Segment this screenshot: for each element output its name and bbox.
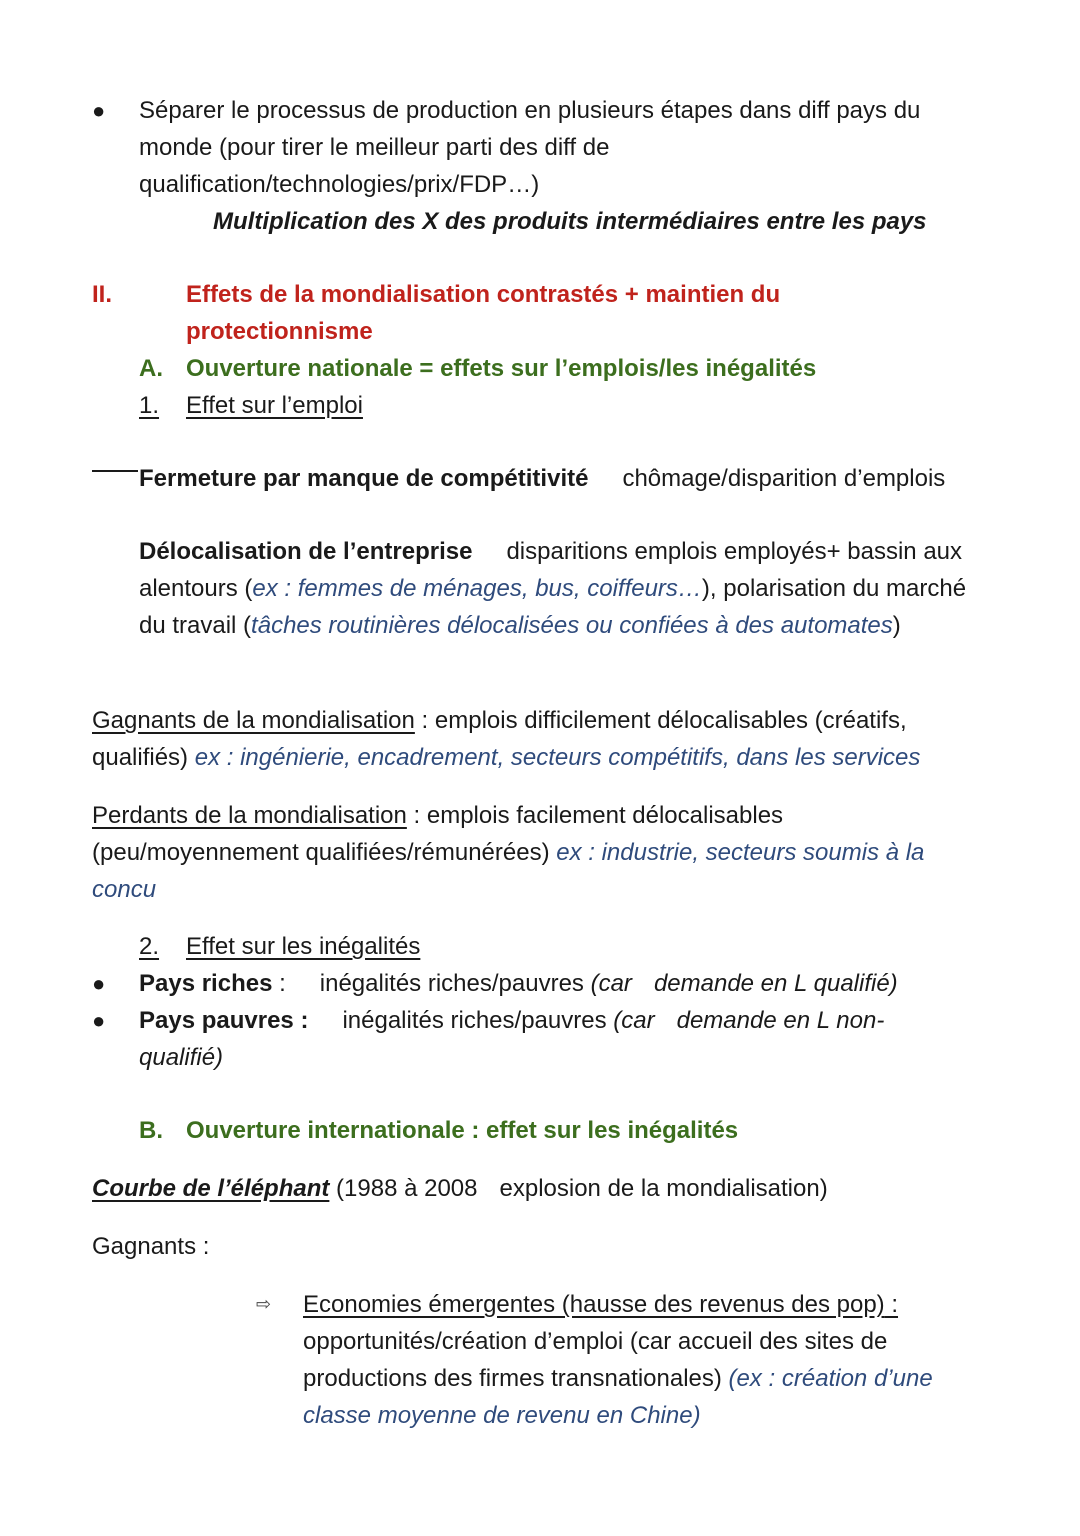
pays-riches-text: inégalités riches/pauvres — [319, 970, 584, 997]
pays-pauvres-text: inégalités riches/pauvres — [342, 1007, 607, 1034]
gagnants-label: Gagnants : — [92, 1233, 210, 1260]
pays-pauvres-reason-2: demande en L non-qualifié) — [139, 1007, 885, 1071]
emergentes-example: (ex : création d’une classe moyenne de revenu en Chine) — [303, 1365, 933, 1429]
pays-riches-reason-1: (car — [590, 970, 632, 997]
gagnants-emploi-text: : emplois difficilement délocalisables (créatifs, qualifiés) — [92, 707, 907, 771]
point-2-number: 2. — [139, 933, 160, 960]
delocalisation-label: Délocalisation de l’entreprise — [139, 538, 473, 565]
elephant-years: (1988 à 2008 — [329, 1175, 478, 1202]
perdants-emploi-example: ex : industrie, secteurs soumis à la concu — [92, 839, 925, 903]
pays-riches-line — [139, 965, 999, 1002]
bullet-dot: ● — [92, 971, 106, 996]
perdants-emploi-label: Perdants de la mondialisation — [92, 802, 407, 829]
delocalisation-text: disparitions emplois employés+ bassin aux alentours ( — [139, 538, 963, 602]
fermeture-paragraph — [139, 460, 999, 497]
bullet-dot: ● — [92, 1008, 106, 1033]
emergentes-label: Economies émergentes (hausse des revenus des pop) — [303, 1291, 885, 1318]
pays-riches-label: Pays riches — [139, 970, 273, 997]
pays-pauvres-label: Pays pauvres : — [139, 1007, 309, 1034]
emergentes-text: opportunités/création d’emploi (car accueil des sites de productions des firmes transnationales) — [303, 1328, 888, 1392]
delocalisation-text-2: ), polarisation du marché du travail ( — [139, 575, 967, 639]
bullet-dot: ● — [92, 98, 106, 123]
intro-conclusion: Multiplication des X des produits intermédiaires entre les pays — [213, 208, 927, 235]
part-title: Effets de la mondialisation contrastés + maintien du protectionnisme — [186, 281, 781, 345]
point-2-title: Effet sur les inégalités — [186, 933, 421, 960]
perdants-emploi-text: : emplois facilement délocalisables (peu/moyennement qualifiées/rémunérées) — [92, 802, 784, 866]
pays-pauvres-line — [139, 1002, 899, 1076]
elephant-label: Courbe de l’éléphant — [92, 1175, 330, 1202]
emergentes-paragraph — [303, 1286, 1003, 1434]
intro-bullet-text: Séparer le processus de production en plusieurs étapes dans diff pays du monde (pour tirer le meilleur parti des diff de qualification/technologies/prix/FDP…) — [139, 97, 921, 198]
subsection-a-letter: A. — [139, 355, 163, 382]
gagnants-emploi-label: Gagnants de la mondialisation — [92, 707, 415, 734]
elephant-text: explosion de la mondialisation) — [499, 1175, 828, 1202]
pays-riches-colon: : — [272, 970, 286, 997]
point-1-number: 1. — [139, 392, 160, 419]
delocalisation-example-2: tâches routinières délocalisées ou confiées à des automates — [251, 612, 893, 639]
delocalisation-example: ex : femmes de ménages, bus, coiffeurs… — [252, 575, 702, 602]
pays-pauvres-reason-1: (car — [613, 1007, 655, 1034]
delocalisation-paragraph — [139, 533, 999, 644]
dash-line — [92, 470, 138, 472]
arrow-right-icon: ⇨ — [256, 1294, 272, 1314]
fermeture-text: chômage/disparition d’emplois — [622, 465, 946, 492]
subsection-b-title: Ouverture internationale : effet sur les inégalités — [186, 1117, 739, 1144]
emergentes-colon: : — [884, 1291, 899, 1318]
subsection-b-letter: B. — [139, 1117, 163, 1144]
point-1-title: Effet sur l’emploi — [186, 392, 363, 419]
gagnants-emploi-paragraph — [92, 702, 992, 776]
fermeture-label: Fermeture par manque de compétitivité — [139, 465, 589, 492]
part-numeral: II. — [92, 281, 113, 308]
pays-riches-reason-2: demande en L qualifié) — [653, 970, 898, 997]
subsection-a-title: Ouverture nationale = effets sur l’emplois/les inégalités — [186, 355, 817, 382]
gagnants-emploi-example: ex : ingénierie, encadrement, secteurs compétitifs, dans les services — [194, 744, 921, 771]
perdants-emploi-paragraph — [92, 797, 992, 908]
elephant-paragraph — [92, 1170, 992, 1207]
delocalisation-text-3: ) — [892, 612, 901, 639]
